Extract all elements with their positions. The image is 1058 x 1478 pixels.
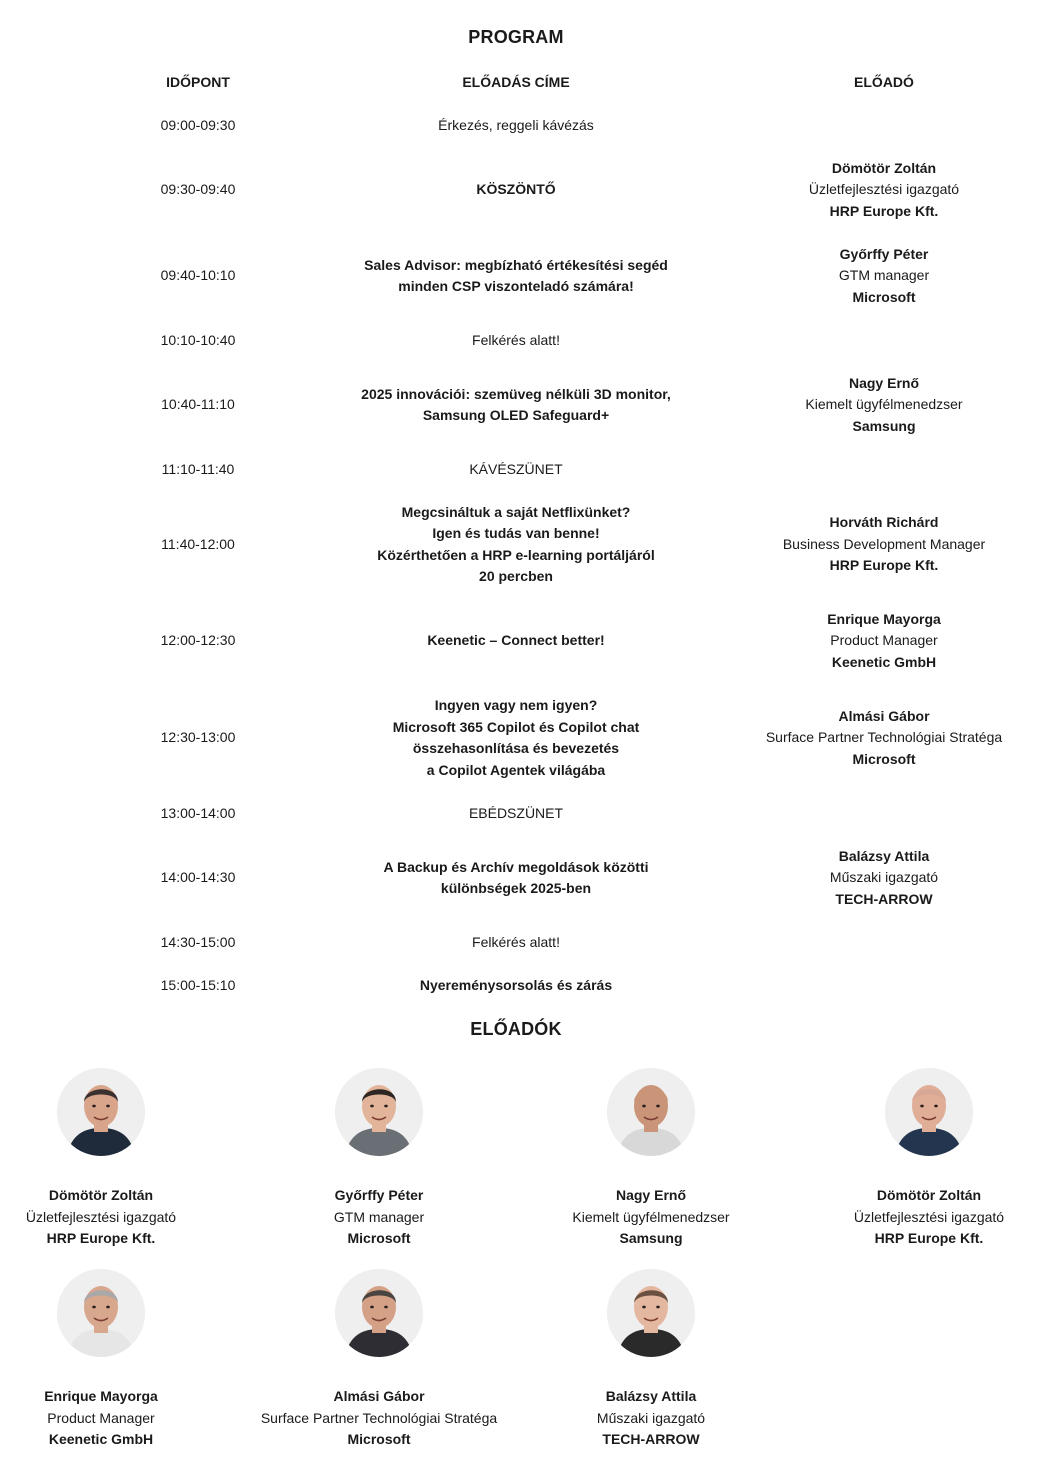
speaker-name: Nagy Ernő: [615, 1187, 686, 1203]
speaker-role: Üzletfejlesztési igazgató: [25, 1208, 177, 1225]
row-time: 12:00-12:30: [160, 632, 236, 649]
row-time: 11:40-12:00: [161, 535, 235, 552]
speaker-company: Samsung: [619, 1230, 683, 1246]
speaker-role: Business Development Manager: [782, 535, 986, 552]
speaker-name: Nagy Ernő: [848, 374, 919, 391]
speaker-card: [0, 1068, 236, 1250]
speaker-role: Üzletfejlesztési igazgató: [808, 181, 960, 198]
row-time: 14:30-15:00: [160, 933, 236, 950]
row-title: Felkérés alatt!: [472, 933, 560, 950]
speaker-company: Keenetic GmbH: [48, 1431, 154, 1447]
speaker-info: [794, 1185, 1058, 1250]
speaker-name: Enrique Mayorga: [44, 1388, 158, 1404]
avatar: [57, 1068, 145, 1156]
row-time: 12:30-13:00: [160, 729, 236, 746]
speaker-role: GTM manager: [333, 1208, 425, 1225]
program-row: [0, 491, 1058, 598]
avatar: [607, 1269, 695, 1357]
program-row: [0, 104, 1058, 147]
speaker-name: Horváth Richárd: [829, 514, 939, 531]
row-title: EBÉDSZÜNET: [468, 804, 564, 821]
speaker-name: Dömötör Zoltán: [48, 1187, 154, 1203]
row-title: Nyereménysorsolás és zárás: [419, 976, 613, 993]
program-title: PROGRAM: [468, 27, 564, 47]
program-row: [0, 964, 1058, 1007]
speaker-card: [516, 1269, 786, 1451]
speaker-info: [516, 1185, 786, 1250]
speaker-name: Győrffy Péter: [839, 245, 929, 262]
row-time: 13:00-14:00: [160, 804, 236, 821]
speaker-name: Enrique Mayorga: [827, 610, 941, 627]
program-row: [0, 147, 1058, 233]
speaker-card: [244, 1269, 514, 1451]
row-title: Keenetic – Connect better!: [427, 632, 605, 649]
row-time: 10:10-10:40: [160, 331, 236, 348]
speaker-name: Győrffy Péter: [334, 1187, 424, 1203]
program-row: [0, 921, 1058, 964]
speaker-name: Dömötör Zoltán: [876, 1187, 982, 1203]
row-title: Ingyen vagy nem igyen? Microsoft 365 Copilot és Copilot chat összehasonlítása és bevezetés a Copilot Agentek világába: [392, 697, 640, 778]
row-title: A Backup és Archív megoldások közötti különbségek 2025-ben: [383, 858, 649, 896]
speaker-company: HRP Europe Kft.: [874, 1230, 984, 1246]
row-speaker: [744, 598, 1024, 684]
speaker-name: Balázsy Attila: [605, 1388, 697, 1404]
speaker-name: Dömötör Zoltán: [831, 159, 937, 176]
speaker-company: Samsung: [852, 417, 916, 434]
avatar: [607, 1068, 695, 1156]
speaker-company: HRP Europe Kft.: [46, 1230, 156, 1246]
column-header-speaker: ELŐADÓ: [854, 74, 914, 90]
program-row: [0, 448, 1058, 491]
row-speaker: [744, 835, 1024, 921]
row-speaker: [744, 684, 1024, 792]
speaker-card: [244, 1068, 514, 1250]
speaker-role: Product Manager: [47, 1409, 155, 1426]
row-time: 10:40-11:10: [161, 396, 235, 413]
speaker-info: [0, 1386, 236, 1451]
row-speaker: [744, 362, 1024, 448]
speaker-name: Almási Gábor: [333, 1388, 425, 1404]
speaker-company: Microsoft: [347, 1230, 411, 1246]
row-title: 2025 innovációi: szemüveg nélküli 3D monitor, Samsung OLED Safeguard+: [361, 385, 671, 423]
program-row: [0, 835, 1058, 921]
speaker-company: Keenetic GmbH: [831, 653, 937, 670]
speaker-company: Microsoft: [852, 750, 916, 767]
row-speaker: [744, 491, 1024, 598]
program-row: [0, 598, 1058, 684]
speaker-company: Microsoft: [347, 1431, 411, 1447]
speaker-role: Műszaki igazgató: [829, 869, 939, 886]
row-time: 14:00-14:30: [160, 869, 236, 886]
avatar: [57, 1269, 145, 1357]
speaker-role: Kiemelt ügyfélmenedzser: [805, 396, 963, 413]
speaker-role: Üzletfejlesztési igazgató: [853, 1208, 1005, 1225]
row-title: Felkérés alatt!: [472, 331, 560, 348]
speaker-name: Balázsy Attila: [838, 847, 930, 864]
row-title: KÖSZÖNTŐ: [476, 181, 556, 198]
row-title: Megcsináltuk a saját Netflixünket? Igen és tudás van benne! Közérthetően a HRP e-learning portáljáról 20 percben: [377, 503, 655, 584]
program-row: [0, 684, 1058, 792]
avatar: [335, 1269, 423, 1357]
row-title: Érkezés, reggeli kávézás: [438, 116, 594, 133]
speaker-name: Almási Gábor: [838, 707, 930, 724]
speaker-role: Műszaki igazgató: [596, 1409, 706, 1426]
column-header-time: IDŐPONT: [166, 74, 230, 90]
speaker-company: HRP Europe Kft.: [829, 557, 939, 574]
speakers-title: ELŐADÓK: [470, 1019, 562, 1039]
speaker-company: HRP Europe Kft.: [829, 202, 939, 219]
column-header-title: ELŐADÁS CÍME: [462, 74, 570, 90]
program-row: [0, 362, 1058, 448]
speaker-role: Surface Partner Technológiai Stratéga: [260, 1409, 498, 1426]
row-time: 09:30-09:40: [160, 181, 236, 198]
row-speaker: [744, 233, 1024, 319]
speaker-role: Surface Partner Technológiai Stratéga: [765, 729, 1003, 746]
row-time: 09:00-09:30: [160, 116, 236, 133]
speaker-info: [244, 1386, 514, 1451]
speaker-company: Microsoft: [852, 288, 916, 305]
speaker-role: GTM manager: [838, 267, 930, 284]
speaker-card: [794, 1068, 1058, 1250]
row-time: 15:00-15:10: [160, 976, 236, 993]
speaker-role: Kiemelt ügyfélmenedzser: [572, 1208, 730, 1225]
row-title: KÁVÉSZÜNET: [469, 460, 563, 477]
avatar: [885, 1068, 973, 1156]
row-speaker: [744, 147, 1024, 233]
row-time: 11:10-11:40: [161, 460, 235, 477]
row-time: 09:40-10:10: [160, 267, 236, 284]
program-row: [0, 792, 1058, 835]
speaker-info: [0, 1185, 236, 1250]
speaker-card: [0, 1269, 236, 1451]
speaker-company: TECH-ARROW: [835, 890, 933, 907]
speaker-info: [516, 1386, 786, 1451]
row-title: Sales Advisor: megbízható értékesítési segéd minden CSP viszonteladó számára!: [364, 256, 668, 294]
speaker-card: [516, 1068, 786, 1250]
avatar: [335, 1068, 423, 1156]
program-row: [0, 319, 1058, 362]
program-row: [0, 233, 1058, 319]
speaker-info: [244, 1185, 514, 1250]
speaker-role: Product Manager: [830, 632, 938, 649]
speaker-company: TECH-ARROW: [602, 1431, 700, 1447]
